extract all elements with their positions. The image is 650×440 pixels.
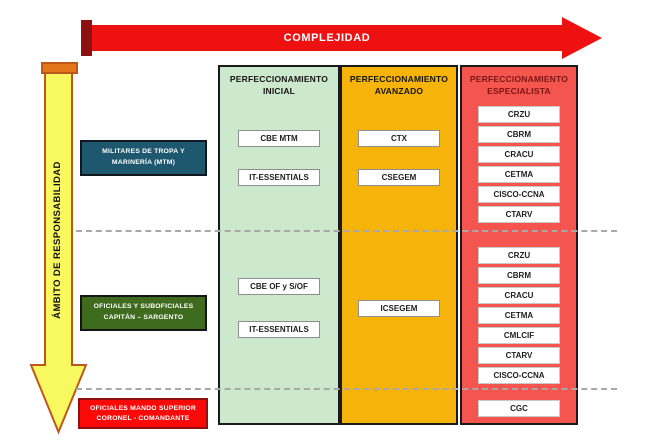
column-header-inicial: PERFECCIONAMIENTO INICIAL	[229, 74, 329, 96]
column-header-especialista: PERFECCIONAMIENTO ESPECIALISTA	[469, 74, 569, 96]
course-group-avanzado-mtm	[340, 130, 458, 186]
course-box: CETMA	[478, 166, 560, 183]
course-box: CTARV	[478, 347, 560, 364]
column-perfeccionamiento-avanzado	[340, 65, 458, 425]
column-header-avanzado: PERFECCIONAMIENTO AVANZADO	[349, 74, 449, 96]
complexity-arrow-start-block	[81, 20, 92, 56]
course-box: CSEGEM	[358, 169, 440, 186]
tier-label-mando-superior-text: OFICIALES MANDO SUPERIOR CORONEL - COMANDANTE	[89, 404, 196, 422]
column-perfeccionamiento-inicial	[218, 65, 340, 425]
course-box: CBE MTM	[238, 130, 320, 147]
tier-label-oficiales	[80, 295, 207, 331]
responsibility-arrow-label: ÁMBITO DE RESPONSABILIDAD	[52, 161, 63, 319]
course-box: CISCO-CCNA	[478, 186, 560, 203]
tier-label-mando-superior	[78, 398, 208, 429]
course-box: IT-ESSENTIALS	[238, 321, 320, 338]
tier-separator-line-1	[76, 230, 617, 232]
course-box: CETMA	[478, 307, 560, 324]
tier-label-oficiales-text: OFICIALES Y SUBOFICIALES CAPITÁN – SARGENTO	[93, 303, 194, 321]
course-group-inicial-mtm	[218, 130, 340, 186]
course-box: CRACU	[478, 146, 560, 163]
course-box: CMLCIF	[478, 327, 560, 344]
tier-label-mtm	[80, 140, 207, 176]
complexity-arrow-label: COMPLEJIDAD	[283, 32, 371, 44]
course-box: CTX	[358, 130, 440, 147]
complexity-arrow	[92, 25, 562, 51]
course-box: CBRM	[478, 267, 560, 284]
course-box: CGC	[478, 400, 560, 417]
course-box: CBRM	[478, 126, 560, 143]
course-box: ICSEGEM	[358, 300, 440, 317]
course-box: CTARV	[478, 206, 560, 223]
course-group-especialista-mtm	[460, 106, 578, 223]
tier-separator-line-2	[76, 388, 617, 390]
course-box: CRACU	[478, 287, 560, 304]
course-box: IT-ESSENTIALS	[238, 169, 320, 186]
course-box: CBE OF y S/OF	[238, 278, 320, 295]
complexity-arrow-head-icon	[562, 17, 602, 59]
course-box: CRZU	[478, 247, 560, 264]
course-group-especialista-oficiales	[460, 247, 578, 384]
course-box: CRZU	[478, 106, 560, 123]
course-group-avanzado-oficiales	[340, 300, 458, 317]
tier-label-mtm-text: MILITARES DE TROPA Y MARINERÍA (MTM)	[102, 148, 185, 166]
course-group-especialista-mando	[460, 400, 578, 417]
course-group-inicial-oficiales	[218, 278, 340, 338]
course-box: CISCO-CCNA	[478, 367, 560, 384]
